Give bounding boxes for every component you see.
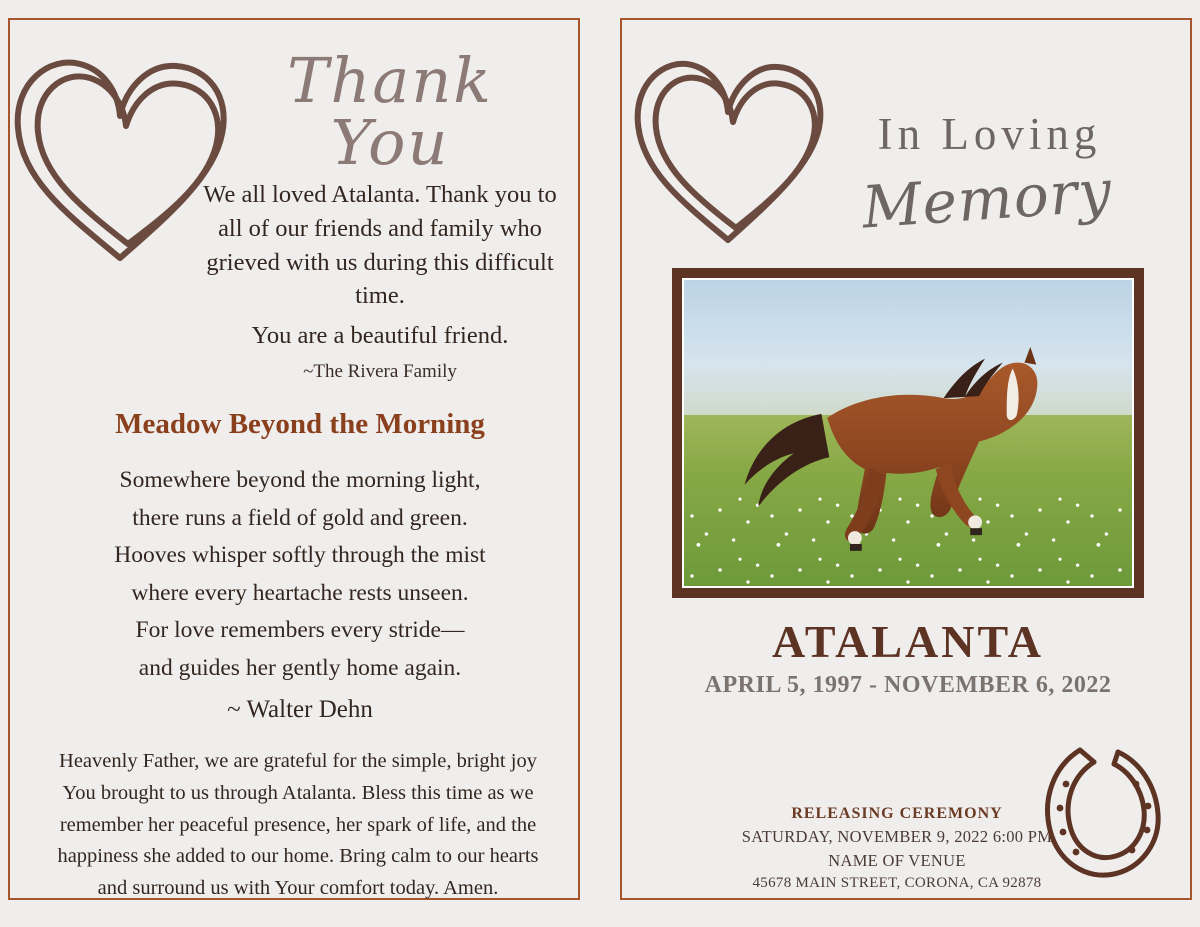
family-signature: ~The Rivera Family (303, 360, 457, 382)
memory-heading: Memory (859, 156, 1115, 242)
prayer-text: Heavenly Father, we are grateful for the simple, bright joy You brought to us through Atalanta. Bless this time as we remember her peaceful presence, her spark of life, and the happiness she added to our home. Bring calm to our hearts and surround us with Your comfort today. Amen. (57, 750, 539, 900)
service-venue: NAME OF VENUE (828, 851, 966, 871)
poem-line: and guides her gently home again. (138, 654, 462, 681)
service-address: 45678 MAIN STREET, CORONA, CA 92878 (752, 875, 1042, 892)
right-panel (620, 18, 1192, 900)
service-datetime: SATURDAY, NOVEMBER 9, 2022 6:00 PM (741, 827, 1053, 847)
poem-line: Hooves whisper softly through the mist (114, 542, 486, 569)
poem-author: ~ Walter Dehn (227, 696, 373, 723)
in-loving-heading: In Loving (877, 109, 1102, 159)
poem-line: where every heartache rests unseen. (131, 579, 469, 606)
memorial-photo-frame (672, 268, 1144, 598)
poem-line: there runs a field of gold and green. (132, 504, 468, 531)
thanks-block (200, 178, 560, 385)
poem-title: Meadow Beyond the Morning (115, 408, 485, 440)
horse-icon (711, 317, 1105, 568)
left-panel (8, 18, 580, 900)
service-title: RELEASING CEREMONY (791, 805, 1003, 822)
deceased-name: ATALANTA (772, 616, 1044, 667)
poem-line: For love remembers every stride— (135, 617, 465, 644)
thank-you-line2: You (330, 106, 450, 179)
thank-you-heading (220, 44, 560, 179)
horseshoe-icon (1032, 732, 1182, 892)
thank-you-line1: Thank (287, 44, 493, 117)
poem-line: Somewhere beyond the morning light, (119, 467, 481, 493)
memorial-photo (682, 278, 1134, 588)
life-dates: APRIL 5, 1997 - NOVEMBER 6, 2022 (704, 672, 1112, 698)
thanks-paragraph: We all loved Atalanta. Thank you to all of our friends and family who grieved with us during this difficult time. (203, 181, 557, 310)
poem-body (50, 462, 550, 688)
thanks-closing: You are a beautiful friend. (251, 322, 509, 350)
